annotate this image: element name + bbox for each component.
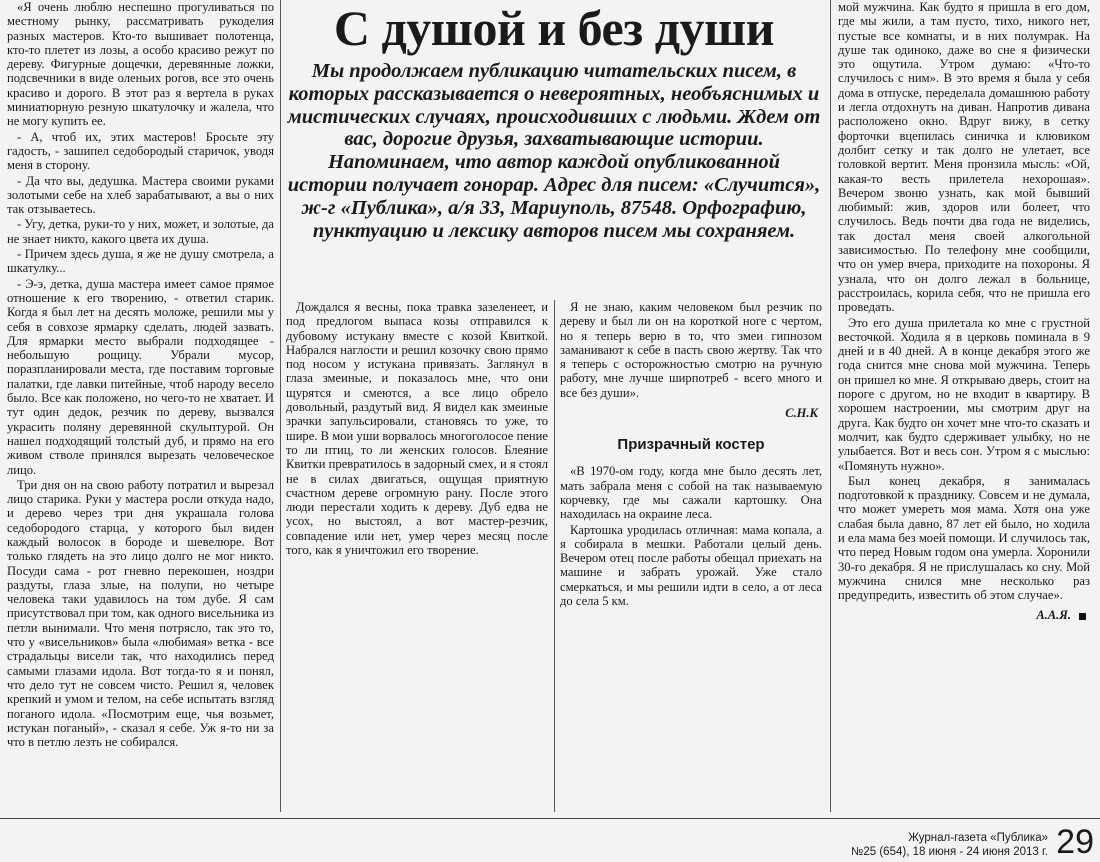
rule-col3 bbox=[830, 0, 831, 812]
page-footer bbox=[0, 818, 1100, 862]
story2-paragraph: «В 1970-ом году, когда мне было десять лет, мать забрала меня с собой на так называемую корчевку, где мы сажали картошку. Она находилась на окраине леса. bbox=[560, 464, 822, 522]
story-column-3 bbox=[560, 300, 822, 812]
rule-col2 bbox=[554, 300, 555, 812]
story1-column-1 bbox=[7, 0, 274, 812]
story1-paragraph: - А, чтоб их, этих мастеров! Бросьте эту гадость, - зашипел седобородый старичок, уводя меня в сторону. bbox=[7, 129, 274, 173]
issue-info: №25 (654), 18 июня - 24 июня 2013 г. bbox=[851, 846, 1048, 858]
story1-paragraph: «Я очень люблю неспешно прогуливаться по местному рынку, рассматривать рукоделия разных мастеров. Кто-то вышивает полотенца, кто-то плетет из лозы, а особо красиво режут по дереву. Фигурные дощечки, деревянные ложки, подсвечники в виде оленьих рогов, все это очень красиво и дорого. В этот раз я вертела в руках миниатюрную резную шкатулочку и жалела, что не могу купить ее. bbox=[7, 0, 274, 129]
story1-paragraph: Я не знаю, каким человеком был резчик по дереву и был ли он на короткой ноге с чертом, но я теперь верю в то, что змеи гипнозом заманивают к себе в пасть свою жертву. Так что я теперь с осторожностью смотрю на ручную работу, мне лучше ширпотреб - всего много и все без души». bbox=[560, 300, 822, 400]
story2-paragraph: Картошка уродилась отличная: мама копала, а я собирала в мешки. Работали целый день. Вечером отец после работы обещал приехать на машине и забрать урожай. Уже стало смеркаться, и мы решили идти в село, а от леса до села 5 км. bbox=[560, 522, 822, 609]
rule-col1 bbox=[280, 0, 281, 812]
story1-paragraph: - Э-э, детка, душа мастера имеет самое прямое отношение к его творению, - ответил старик. Когда я был лет на десять моложе, решили мы у себя в совхозе ярмарку сделать, людей зазвать. Для ярмарки место выбрали подходящее - небольшую рощицу. Убрали мусор, поразпланировали места, где поставим торговые палатки, где лавки питейные, чтоб народу весело было. Все как положено, но чего-то не хватает. И тут один дедок, резчик по дереву, вызвался украсить поляну деревянной скульптурой. Он нашел подходящий толстый дуб, и прямо на его живом стволе принялся вырезать человеческое лицо. bbox=[7, 276, 274, 477]
story1-paragraph: - Угу, детка, руки-то у них, может, и золотые, да не знает никто, какого цвета их душа. bbox=[7, 217, 274, 246]
story1-paragraph: Три дня он на свою работу потратил и вырезал лицо старика. Руки у мастера росли откуда надо, и дерево через три дня украшала голова седобородого старца, у которого был виден каждый волосок в бороде и шевелюре. Вот только глядеть на это лицо долго не мог никто. Посуди сама - рот гневно перекошен, ноздри раздуты, глаза злые, на полупи, но четыре человека таки удавилось на том дубе. Я сам присутствовал при том, как одного висельника из петли вынимали. Что меня потрясло, так это то, что у «висельников» была «любимая» ветка - все страдальцы висели так, что находились перед самыми глазами идола. Вот тогда-то я и понял, что дело тут не совсем чисто. Решил я, человек крепкий и умом и телом, на себе испытать взгляд поганого идола. «Посмотрим еще, чья возьмет, истукан поганый», - сказал я себе. Уж я-то ни за что в петлю лезть не собирался. bbox=[7, 477, 274, 750]
story1-signature: С.Н.К bbox=[785, 406, 818, 421]
story2-signature: А.А.Я. bbox=[1036, 608, 1071, 623]
article-lede: Мы продолжаем публикацию читательских писем, в которых рассказывается о невероятных, необъяснимых и мистических случаях, происходивших с людьми. Ждем от вас, дорогие друзья, захватывающие истории. Напоминаем, что автор каждой опубликованной истории получает гонорар. Адрес для писем: «Случится», ж-г «Публика», а/я 33, Мариуполь, 87548. Орфографию, пунктуацию и лексику авторов писем мы сохраняем. bbox=[287, 60, 821, 242]
story1-column-2 bbox=[286, 300, 548, 812]
article-headline: С душой и без души bbox=[333, 0, 775, 56]
story1-paragraph: - Причем здесь душа, я же не душу смотрела, а шкатулку... bbox=[7, 247, 274, 276]
end-mark-icon bbox=[1079, 613, 1086, 620]
story1-paragraph: Дождался я весны, пока травка зазеленеет, и под предлогом выпаса козы отправился к дубовому истукану вместе с козой Квиткой. Набрался наглости и решил козочку свою прямо под носом у истукана привязать. Заглянул в глаза змеиные, и показалось мне, что они щурятся и смеются, а все лицо обрело довольный, раздутый вид. Я видел как змеиные зрачки запульсировали, становясь то уже, то шире. В мои уши ворвалось многоголосое пение то ли птиц, то ли женских голосов. Блеяние Квитки превратилось в задорный смех, и я стоял не в силах двигаться, ощущая приятную счастном дереве огромную рану. После этого люди перестали ходить к дереву. Дуб едва не усох, но выстоял, а вот мастер-резчик, совпадение или нет, умер через месяц после того, как я уничтожил его творение. bbox=[286, 300, 548, 558]
story2-paragraph: мой мужчина. Как будто я пришла в его дом, где мы жили, а там пусто, тихо, никого нет, пустые все комнаты, и в них полумрак. На душе так одиноко, даже во сне я физически это ощутила. Утром думаю: «Что-то случилось с ним». В это время я была у себя дома в отпуске, переделала домашнюю работу и легла отдохнуть на диван. Напротив дивана расположено окно. Вдруг вижу, в сетку форточки вцепилась синичка и клювиком долбит сетку и так долго не улетает, все головкой вертит. Меня пронзила мысль: «Ой, какая-то весть прилетела нехорошая». Вечером звоню узнать, как мой бывший любимый: жив, здоров или болеет, что случилось. Ведь почти два года не виделись, так достал меня своей алкогольной зависимостью. По телефону мне сообщили, что он умер вчера, приходите на похороны. Я узнала, что он долго лежал в больнице, расстроилась, корила себя, что не пришла его проведать. bbox=[838, 0, 1090, 315]
story2-title: Призрачный костер bbox=[617, 436, 765, 454]
story1-paragraph: - Да что вы, дедушка. Мастера своими руками золотыми себе на хлеб зарабатывают, а вы о них так отзываетесь. bbox=[7, 173, 274, 217]
story2-paragraph: Был конец декабря, я занималась подготовкой к празднику. Совсем и не думала, что может умереть моя мама. Хотя она уже слабая была давно, 87 лет ей было, но ходила и ела мама без моей помощи. И случилось так, что перед Новым годом она умерла. Хоронили 30-го декабря. Я не прислушалась ко сну. Мой мужчина снился мне несколько раз предупредить, известить об этом случае». bbox=[838, 473, 1090, 603]
magazine-title: Журнал-газета «Публика» bbox=[908, 832, 1048, 844]
story2-paragraph: Это его душа прилетала ко мне с грустной весточкой. Ходила я в церковь поминала в 9 дней и в 40 дней. А в конце декабря этого же года снится мне снова мой мужчина. Теперь он пришел ко мне. Я открываю дверь, стоит на пороге с другом, но не входит в квартиру. В хорошем настроении, мы смотрим друг на друга. Как будто он хочет мне что-то сказать и молчит, как будто сдерживает улыбку, но не улыбается. Вот и весь сон. Утром я с мыслью: «Помянуть нужно». bbox=[838, 315, 1090, 473]
story2-column-4 bbox=[838, 0, 1090, 812]
page-number: 29 bbox=[1056, 823, 1094, 861]
story2-signature-line bbox=[838, 608, 1086, 622]
